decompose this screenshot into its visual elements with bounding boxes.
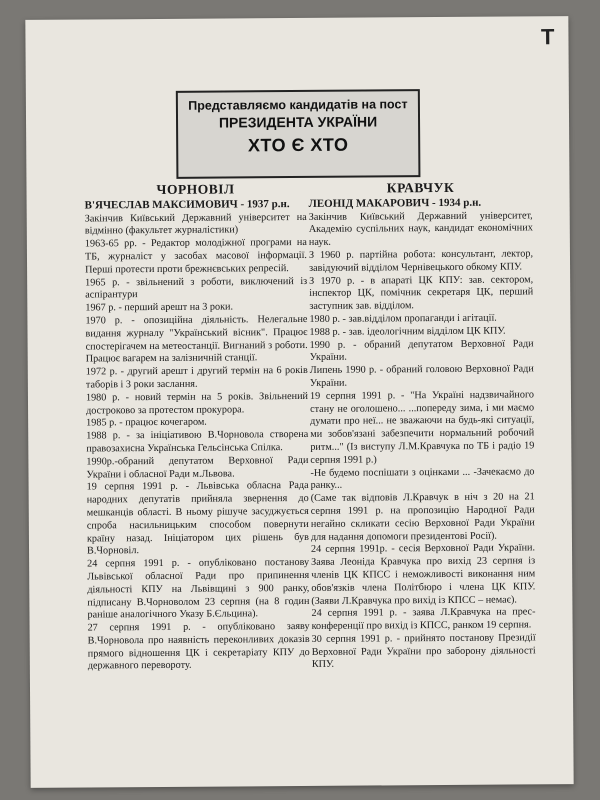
bio-paragraph: 1972 р. - другий арешт і другий термін на 6 років таборів і 3 роки заслання. (85, 365, 308, 391)
bio-paragraph: 1970 р. - опозиційна діяльність. Нелегальне видання журналу "Український вісник". Працює спостерігачем на метеостанції. Вигнаний з роботи. Працює вагарем на залізничній станції. (85, 313, 308, 365)
bio-paragraph: 30 серпня 1991 р. - прийнято постанову Президії Верховної Ради України про заборону діяльності КПУ. (311, 632, 536, 671)
candidate-left-column (84, 183, 309, 674)
bio-paragraph: 19 серпня 1991 р. - "На Україні надзвичайного стану не оголошено... ...попереду зима, і ми маємо думати про неї... не зважаючи на будь-які ситуації, ми зобов'язані забезпечити нормальний робочий ритм..." (Із виступу Л.М.Кравчука по ТБ і радіо 19 серпня 1991 р.) (309, 389, 535, 466)
bio-paragraph: 1963-65 рр. - Редактор молодіжної програми на ТБ, журналіст у засобах масової інформації. Перші протести проти брежнєвських репресій. (84, 237, 308, 276)
bio-paragraph: 24 серпня 1991р. - сесія Верховної Ради України. Заява Леоніда Кравчука про вихід 23 серпня із членів ЦК КПСС і неможливості виконання ним обов'язків члена Політбюро і члена ЦК КПУ. (Заяви Л.Кравчука про вихід із КПСС – немає). (310, 542, 536, 607)
bio-paragraph: -Не будемо поспішати з оцінками ... -Зачекаємо до ранку... (310, 465, 535, 492)
bio-paragraph: 1980 р. - зав.відділом пропаганди і агітації. (309, 312, 497, 325)
bio-paragraph: Закінчив Київський Державний університет на відмінно (факультет журналістики) (84, 211, 307, 237)
bio-paragraph: 1967 р. - перший арешт на 3 роки. (85, 301, 234, 314)
header-line-2: ПРЕЗИДЕНТА УКРАЇНИ (218, 113, 378, 131)
header-line-1: Представляємо кандидатів на пост (188, 97, 408, 113)
right-bio (309, 210, 536, 672)
bio-paragraph: 27 серпня 1991 р. - опубліковано заяву В.Чорновола про наявність переконливих доказів прямого відношення ЦК і секретаріату КПУ до державного перевороту. (87, 621, 310, 672)
bio-paragraph: 1980 р. - новий термін на 5 років. Звільнений достроково за протестом прокурора. (85, 390, 308, 417)
candidate-right-column (308, 181, 535, 672)
bio-paragraph: Липень 1990 р. - обраний головою Верховної Ради України. (309, 363, 534, 389)
document-sheet (25, 16, 573, 788)
bio-paragraph: З 1960 р. партійна робота: консультант, лектор, завідуючий відділом Чернівецького обкому КПУ. (308, 248, 534, 274)
left-bio (85, 212, 310, 674)
right-surname: КРАВЧУК (386, 179, 455, 196)
bio-paragraph: 24 серпня 1991 р. - заява Л.Кравчука на прес-конференції про вихід із КПСС, ранком 19 серпня. (311, 606, 536, 633)
right-fullname: ЛЕОНІД МАКАРОВИЧ - 1934 р.н. (308, 196, 482, 210)
bio-paragraph: 24 серпня 1991 р. - опубліковано постанову Львівської обласної Ради про припинення діяльності КПУ на Львівщині з 900 ранку, підписану В.Чорноволом 23 серпня (на 8 годин раніше аналогічного Указу Б.Єльцина). (87, 557, 310, 621)
bio-paragraph: 19 серпня 1991 р. - Львівська обласна Рада народних депутатів прийняла звернення до мешканців області. В ньому рішуче засуджується спроба насильницьким способом повернути країну назад. Ініціатором цих рішень був В.Чорновіл. (86, 480, 309, 557)
bio-paragraph: 1990р.-обраний депутатом Верховної Ради України і обласної Ради м.Львова. (86, 454, 309, 481)
left-surname: ЧОРНОВІЛ (156, 181, 235, 197)
bio-paragraph: (Саме так відповів Л.Кравчук в ніч з 20 на 21 серпня 1991 р. на пропозицію Народної Ради негайно скликати сесію Верховної Ради України для надання допомоги президентові Росії). (310, 491, 535, 543)
bio-paragraph: 1988 р. - зав. ідеологічним відділом ЦК КПУ. (309, 325, 506, 338)
header-line-3: ХТО Є ХТО (247, 134, 349, 156)
bio-paragraph: 1985 р. - працює кочегаром. (86, 416, 207, 429)
bio-paragraph: 1990 р. - обраний депутатом Верховної Ради України. (309, 337, 534, 364)
corner-mark: Т (540, 24, 555, 50)
bio-paragraph: З 1970 р. - в апараті ЦК КПУ: зав. сектором, інспектор ЦК, помічник секретаря ЦК, перший заступник зав. відділом. (309, 273, 534, 313)
bio-paragraph: Закінчив Київський Державний університет, Академію суспільних наук, кандидат економічних наук. (308, 209, 533, 249)
bio-paragraph: 1965 р. - звільнений з роботи, виключений із аспірантури (85, 275, 308, 301)
bio-paragraph: 1988 р. - за ініціативою В.Чорновола створена правозахисна Українська Гельсінська Спілка. (86, 429, 309, 455)
header-box (176, 89, 421, 179)
left-fullname: В'ЯЧЕСЛАВ МАКСИМОВИЧ - 1937 р.н. (84, 197, 290, 212)
